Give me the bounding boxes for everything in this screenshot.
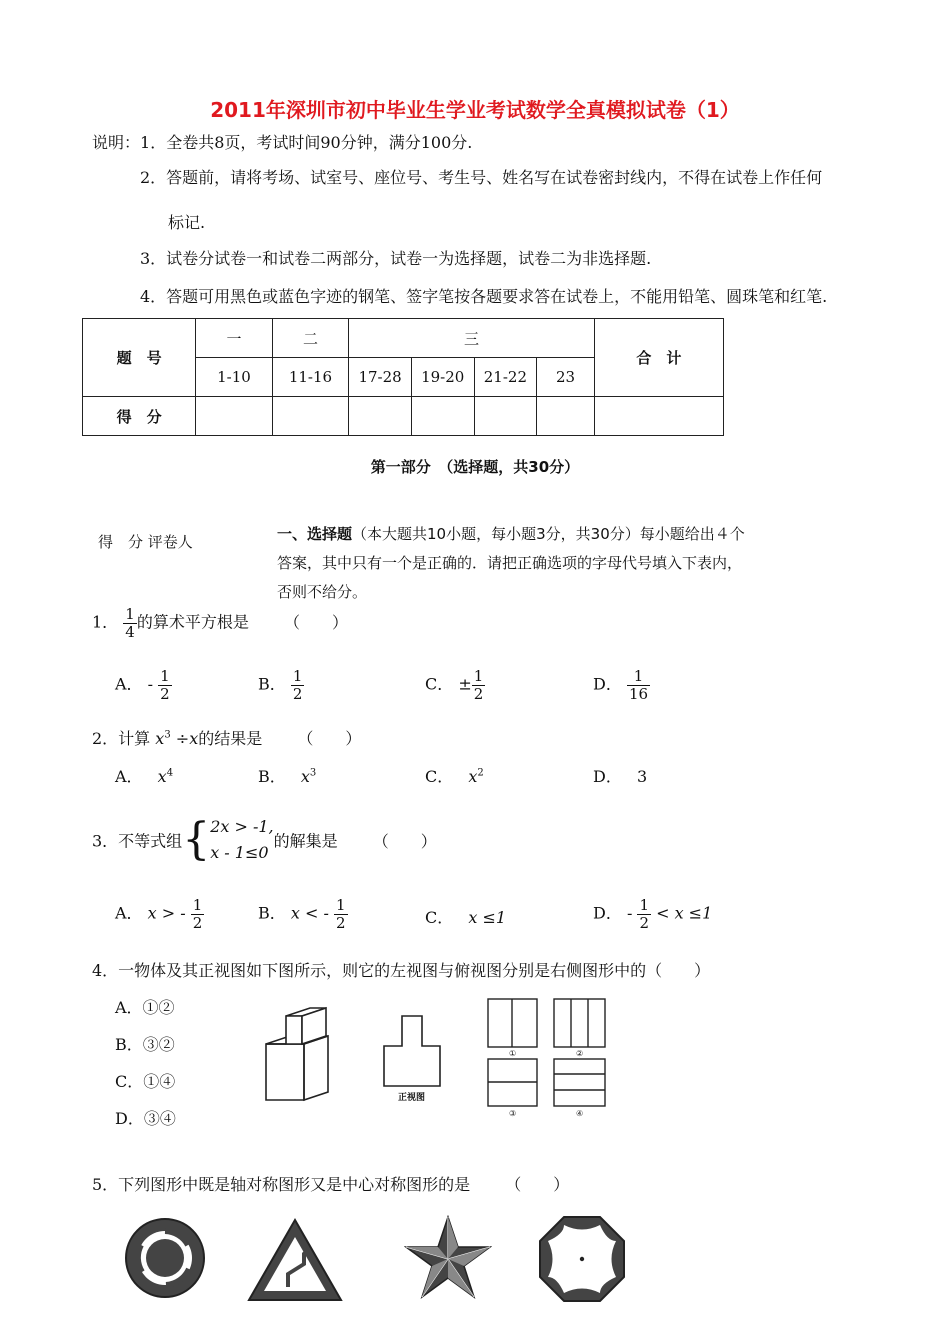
question-2 bbox=[92, 726, 361, 749]
score-cell[interactable] bbox=[349, 397, 412, 436]
q1-b-frac bbox=[291, 668, 305, 702]
q1-b-den: 2 bbox=[292, 684, 303, 703]
q3-a-den: 2 bbox=[192, 913, 203, 932]
score-table-range: 19-20 bbox=[411, 358, 474, 397]
q1-a-label: A． bbox=[115, 674, 143, 694]
q2-x2: x bbox=[189, 729, 199, 748]
q3-line-1: 2x > -1, bbox=[210, 817, 274, 836]
score-cell-total[interactable] bbox=[594, 397, 723, 436]
q5-answer-paren: （ ） bbox=[505, 1175, 570, 1194]
q4-front-view-label: 正视图 bbox=[398, 1093, 426, 1103]
q2-div: ÷ bbox=[175, 729, 190, 748]
q2-exp: 3 bbox=[164, 729, 171, 741]
q2-x: x bbox=[155, 729, 165, 748]
score-cell[interactable] bbox=[537, 397, 595, 436]
q5-umbrella-octagon-icon bbox=[537, 1214, 627, 1304]
q3-c-label: C． bbox=[425, 908, 454, 927]
q2-a-x: x bbox=[157, 767, 167, 786]
q1-a-num: 1 bbox=[160, 667, 170, 685]
q1-a-den: 2 bbox=[160, 684, 170, 703]
note-4: 4．答题可用黑色或蓝色字迹的钢笔、签字笔按各题要求答在试卷上，不能用铅笔、圆珠笔和红笔. bbox=[140, 287, 828, 306]
grader-label: 得 分 评卷人 bbox=[98, 533, 193, 551]
score-cell[interactable] bbox=[272, 397, 349, 436]
q4-option-a[interactable]: A．①② bbox=[115, 998, 175, 1017]
q1-option-c[interactable] bbox=[425, 668, 485, 702]
section-heading: 第一部分 （选择题，共30分） bbox=[370, 458, 580, 476]
q1-number: 1． bbox=[92, 612, 119, 632]
q5-warning-triangle-icon bbox=[246, 1217, 344, 1303]
q4-option-b[interactable]: B．③② bbox=[115, 1035, 175, 1054]
q3-brace: { bbox=[182, 814, 211, 865]
q1-a-sign: - bbox=[147, 674, 154, 694]
score-table bbox=[82, 318, 724, 436]
q3-a-label: A． bbox=[115, 903, 143, 923]
note-2b: 标记. bbox=[168, 213, 206, 232]
score-cell[interactable] bbox=[411, 397, 474, 436]
note-2a: 2．答题前，请将考场、试室号、座位号、考生号、姓名写在试卷密封线内，不得在试卷上作任何 bbox=[140, 168, 823, 187]
q5-text: 5．下列图形中既是轴对称图形又是中心对称图形的是 bbox=[92, 1175, 471, 1194]
q3-line-2: x - 1≤0 bbox=[210, 843, 269, 862]
q2-number: 2．计算 bbox=[92, 729, 151, 748]
q4-mark-2: ② bbox=[576, 1049, 584, 1058]
q2-d-label: D． bbox=[593, 767, 622, 786]
score-cell[interactable] bbox=[474, 397, 537, 436]
question-5 bbox=[92, 1172, 569, 1195]
q5-roundabout-sign-icon bbox=[124, 1217, 206, 1299]
score-table-total-label: 合 计 bbox=[594, 319, 723, 397]
q2-a-label: A． bbox=[115, 767, 143, 786]
q3-b-frac bbox=[334, 897, 348, 931]
q1-d-frac bbox=[627, 668, 650, 702]
score-table-part-2: 二 bbox=[272, 319, 349, 358]
q2-option-b[interactable] bbox=[258, 764, 316, 787]
q3-option-b[interactable] bbox=[258, 897, 348, 931]
instr-bold: 一、选择题 bbox=[277, 525, 353, 543]
q4-mark-1: ① bbox=[509, 1049, 517, 1058]
q3-option-c[interactable] bbox=[425, 905, 506, 928]
q4-object-3d-figure bbox=[262, 1004, 352, 1104]
question-3 bbox=[92, 814, 437, 866]
score-cell[interactable] bbox=[196, 397, 272, 436]
q1-option-b[interactable] bbox=[258, 668, 304, 702]
q3-b-den: 2 bbox=[335, 913, 346, 932]
q2-b-x: x bbox=[300, 767, 310, 786]
q2-b-label: B． bbox=[258, 767, 286, 786]
q3-d-pre: - bbox=[626, 903, 633, 923]
q3-b-label: B． bbox=[258, 903, 286, 923]
q3-text: 的解集是 bbox=[273, 831, 338, 851]
q2-b-exp: 3 bbox=[309, 767, 317, 779]
question-4: 4．一物体及其正视图如下图所示，则它的左视图与俯视图分别是右侧图形中的（ ） bbox=[92, 961, 711, 980]
q2-c-exp: 2 bbox=[477, 767, 484, 779]
q1-answer-paren: （ ） bbox=[283, 612, 348, 632]
notes-lead-label: 说明： bbox=[92, 133, 141, 152]
q3-number: 3．不等式组 bbox=[92, 831, 183, 851]
q1-c-num: 1 bbox=[473, 667, 484, 685]
q3-system bbox=[210, 814, 273, 866]
notes-lead bbox=[92, 130, 472, 153]
q2-option-d[interactable] bbox=[593, 764, 647, 787]
q4-option-c[interactable]: C．①④ bbox=[115, 1072, 176, 1091]
q2-c-label: C． bbox=[425, 767, 454, 786]
score-table-part-3: 三 bbox=[349, 319, 595, 358]
q3-d-post: < x ≤1 bbox=[656, 903, 713, 923]
q1-frac-den: 4 bbox=[125, 622, 135, 641]
q1-option-d[interactable] bbox=[593, 668, 650, 702]
q3-d-label: D． bbox=[593, 903, 622, 923]
q2-d-val: 3 bbox=[636, 767, 648, 786]
q1-c-sign: ± bbox=[458, 674, 472, 694]
q3-a-pre: x > - bbox=[147, 903, 186, 923]
q3-answer-paren: （ ） bbox=[372, 831, 437, 851]
q2-c-x: x bbox=[468, 767, 478, 786]
score-table-range: 23 bbox=[537, 358, 595, 397]
q4-views-figure bbox=[486, 997, 612, 1125]
score-table-range: 21-22 bbox=[474, 358, 537, 397]
q3-option-a[interactable] bbox=[115, 897, 204, 931]
q3-b-pre: x < - bbox=[290, 903, 329, 923]
score-table-range: 17-28 bbox=[349, 358, 412, 397]
instr-rest: （本大题共10小题，每小题3分，共30分）每小题给出４个答案，其中只有一个是正确的．请把正确选项的字母代号填入下表内，否则不给分。 bbox=[277, 525, 745, 601]
q1-c-label: C． bbox=[425, 674, 454, 694]
q1-frac-num: 1 bbox=[125, 605, 135, 623]
q1-b-num: 1 bbox=[292, 667, 303, 685]
note-3: 3．试卷分试卷一和试卷二两部分，试卷一为选择题，试卷二为非选择题. bbox=[140, 249, 652, 268]
q2-text: 的结果是 bbox=[198, 729, 263, 748]
q1-a-frac bbox=[158, 668, 172, 702]
q2-a-exp: 4 bbox=[166, 767, 174, 779]
q3-d-den: 2 bbox=[639, 913, 649, 932]
section-instructions bbox=[277, 520, 747, 607]
q3-d-num: 1 bbox=[639, 896, 649, 914]
q3-d-frac bbox=[637, 897, 651, 931]
q4-mark-4: ④ bbox=[576, 1109, 584, 1118]
q1-c-frac bbox=[472, 668, 486, 702]
q1-b-label: B． bbox=[258, 674, 286, 694]
q3-a-num: 1 bbox=[192, 896, 203, 914]
q1-text: 的算术平方根是 bbox=[136, 612, 249, 632]
page-title: 2011年深圳市初中毕业生学业考试数学全真模拟试卷（1） bbox=[210, 98, 740, 122]
note-1: 1．全卷共8页，考试时间90分钟，满分100分. bbox=[140, 133, 473, 152]
q4-option-d[interactable]: D．③④ bbox=[115, 1109, 176, 1128]
q5-star-icon bbox=[404, 1215, 492, 1301]
q1-d-label: D． bbox=[593, 674, 622, 694]
q1-option-a[interactable] bbox=[115, 668, 172, 702]
q3-b-num: 1 bbox=[335, 896, 346, 914]
q3-a-frac bbox=[191, 897, 205, 931]
question-1 bbox=[92, 606, 348, 640]
q1-c-den: 2 bbox=[473, 684, 484, 703]
score-table-range: 1-10 bbox=[196, 358, 272, 397]
score-table-question-label: 题 号 bbox=[83, 319, 196, 397]
q4-mark-3: ③ bbox=[509, 1109, 517, 1118]
q1-fraction bbox=[123, 606, 137, 640]
score-table-part-1: 一 bbox=[196, 319, 272, 358]
q2-option-a[interactable] bbox=[115, 764, 173, 787]
score-table-score-label: 得 分 bbox=[83, 397, 196, 436]
q2-answer-paren: （ ） bbox=[297, 729, 362, 748]
q3-option-d[interactable] bbox=[593, 897, 712, 931]
q1-d-num: 1 bbox=[627, 668, 650, 686]
score-table-range: 11-16 bbox=[272, 358, 349, 397]
q2-option-c[interactable] bbox=[425, 764, 484, 787]
q3-c-val: x ≤1 bbox=[468, 908, 507, 927]
q1-d-den: 16 bbox=[628, 684, 649, 703]
